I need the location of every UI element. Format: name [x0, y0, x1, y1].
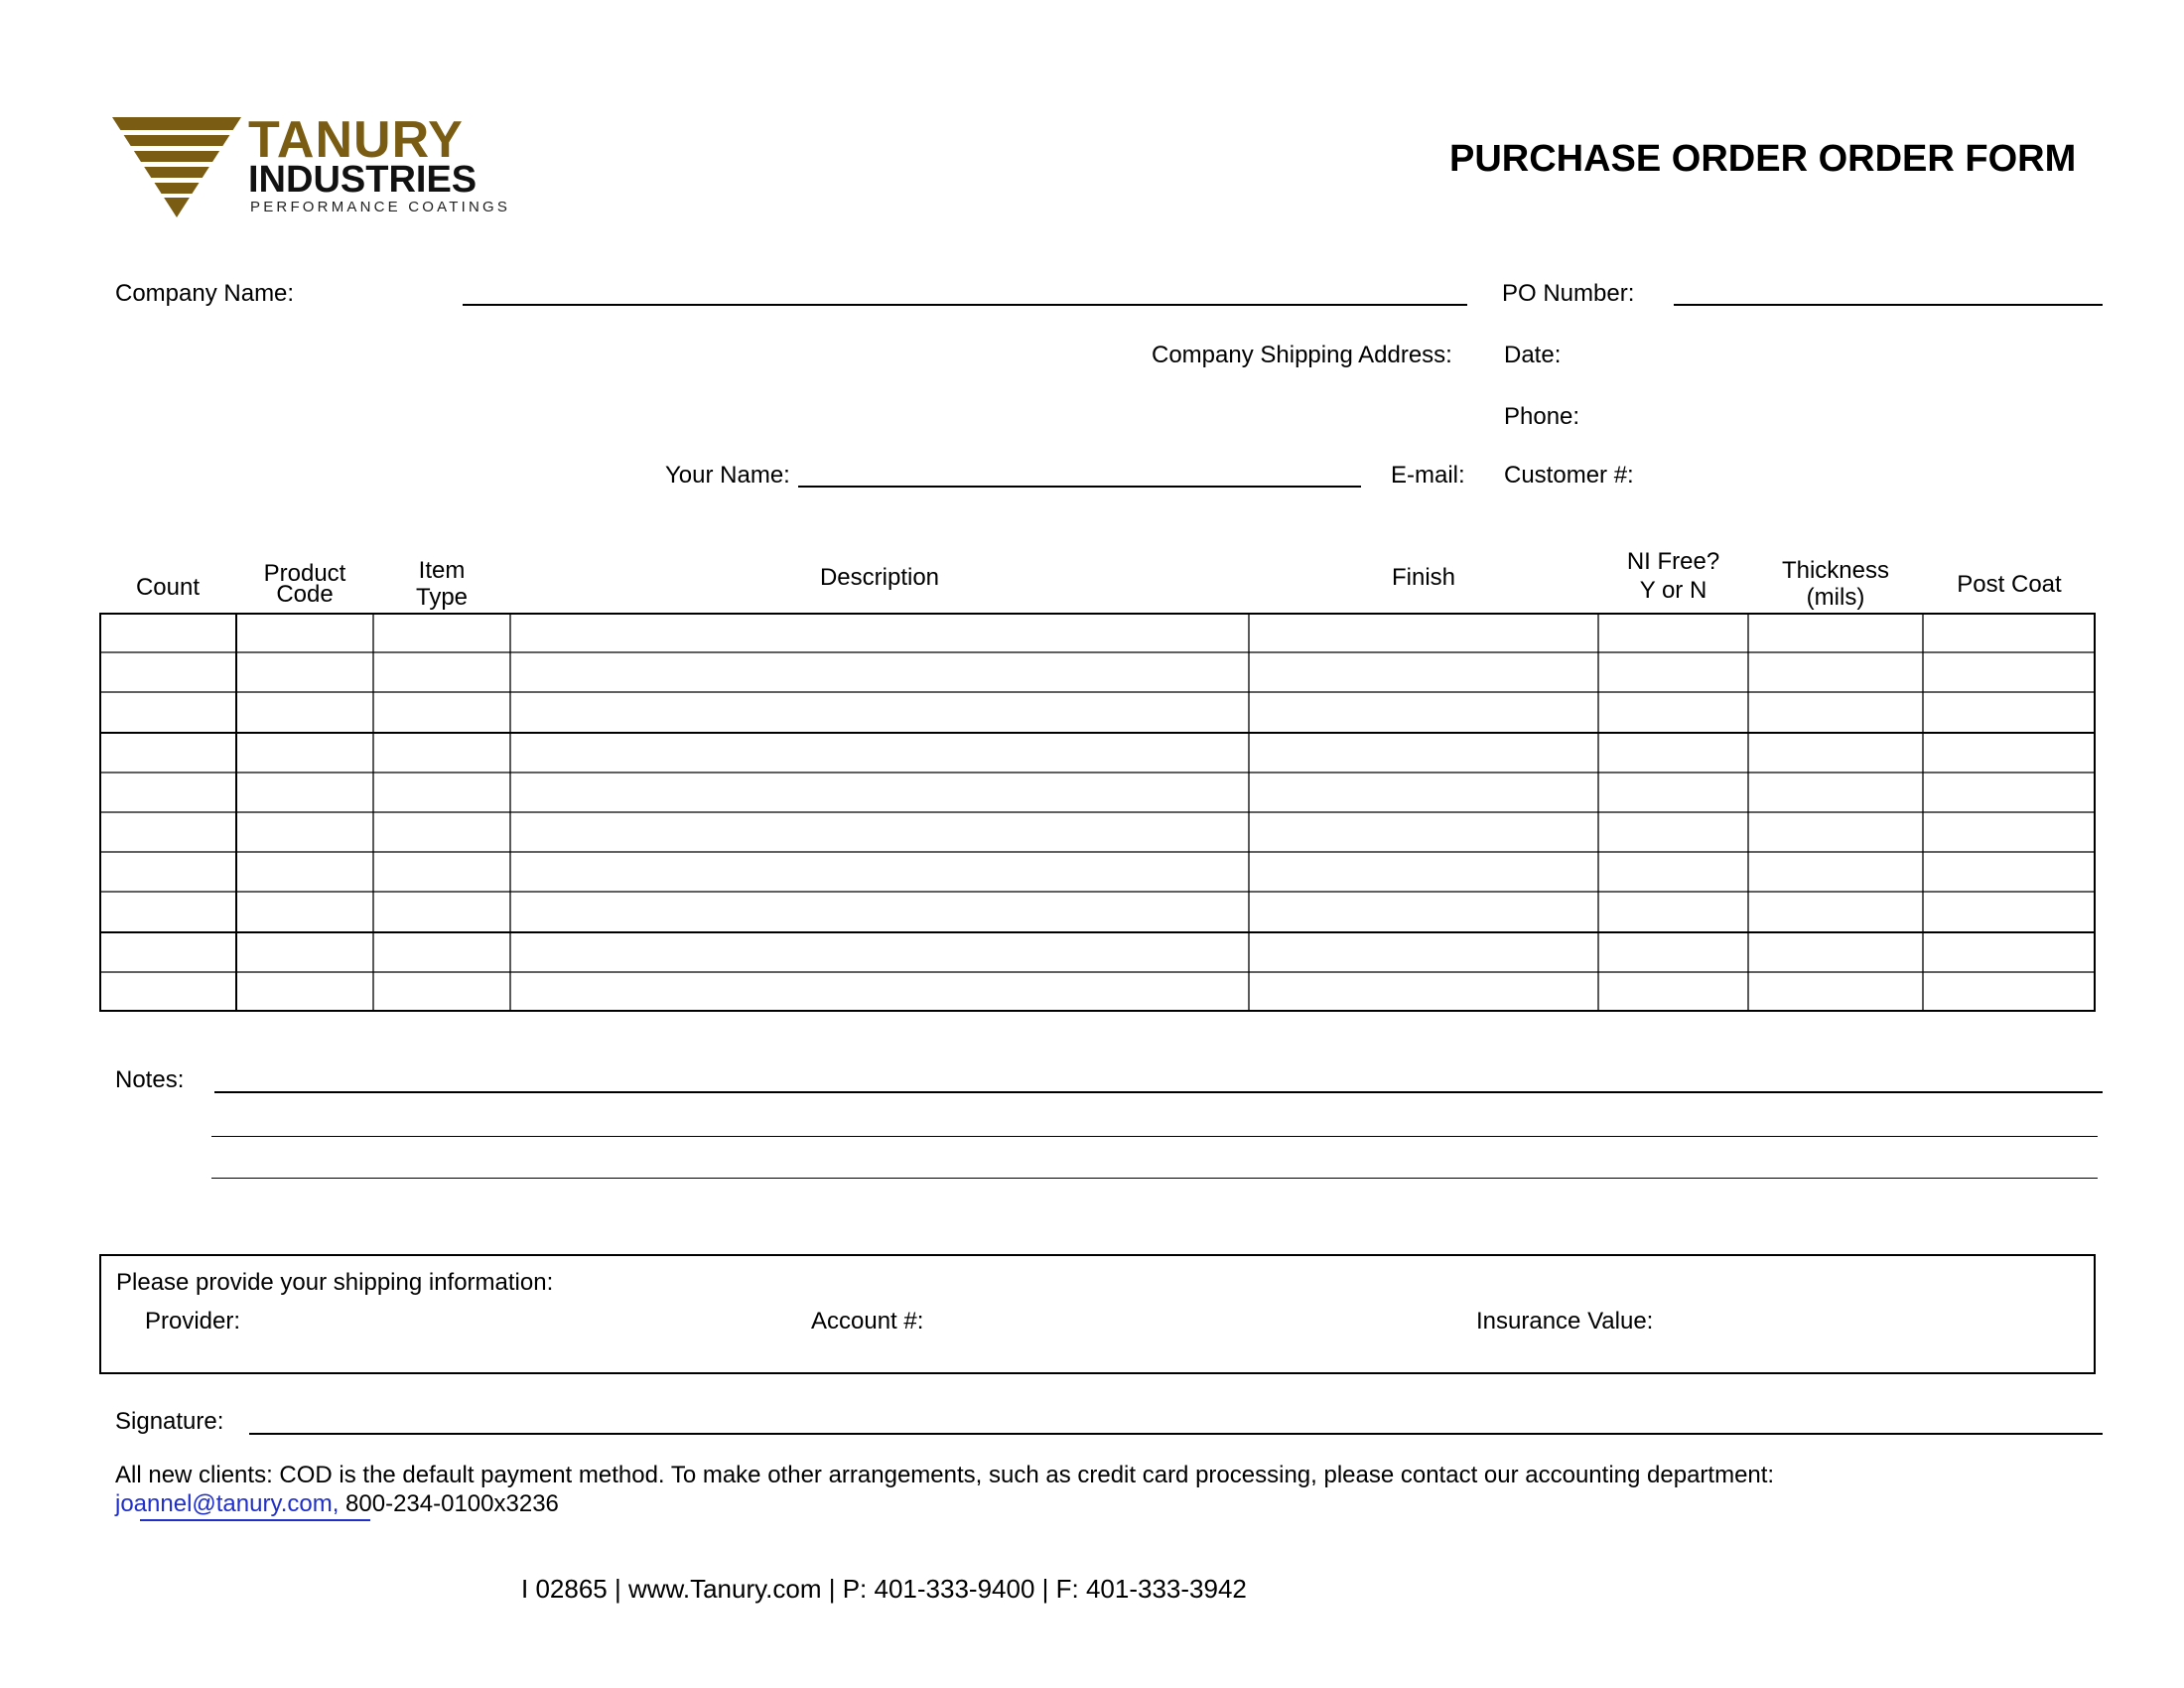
signature-field[interactable] [249, 1433, 2103, 1435]
shipping-address-label: Company Shipping Address: [1152, 342, 1452, 368]
col-header-count: Count [135, 574, 201, 601]
footer-text: I 02865 | www.Tanury.com | P: 401-333-9400 | F: 401-333-3942 [521, 1574, 1247, 1604]
table-cell[interactable] [512, 854, 1247, 890]
table-cell[interactable] [1750, 934, 1921, 970]
table-cell[interactable] [1925, 735, 2094, 771]
table-cell[interactable] [1750, 774, 1921, 810]
table-cell[interactable] [101, 934, 234, 970]
phone-label: Phone: [1504, 403, 1580, 430]
order-table [99, 613, 2096, 1012]
table-cell[interactable] [101, 654, 234, 690]
logo-tagline: PERFORMANCE COATINGS [250, 199, 511, 215]
provider-label[interactable]: Provider: [145, 1308, 241, 1335]
col-header-ni-free: NI Free? Y or N [1626, 548, 1720, 604]
table-cell[interactable] [238, 615, 371, 650]
table-cell[interactable] [1600, 615, 1746, 650]
table-cell[interactable] [375, 774, 508, 810]
shipping-heading: Please provide your shipping information: [116, 1269, 554, 1296]
company-name-field[interactable] [463, 304, 1467, 306]
po-number-label: PO Number: [1502, 280, 1635, 307]
table-cell[interactable] [1251, 774, 1596, 810]
table-cell[interactable] [512, 974, 1247, 1010]
table-cell[interactable] [1925, 854, 2094, 890]
table-cell[interactable] [101, 894, 234, 929]
table-cell[interactable] [1600, 894, 1746, 929]
table-cell[interactable] [512, 615, 1247, 650]
table-cell[interactable] [1251, 615, 1596, 650]
table-cell[interactable] [512, 934, 1247, 970]
table-cell[interactable] [1925, 894, 2094, 929]
table-cell[interactable] [512, 894, 1247, 929]
table-cell[interactable] [375, 934, 508, 970]
table-cell[interactable] [1600, 774, 1746, 810]
table-cell[interactable] [1251, 854, 1596, 890]
table-cell[interactable] [512, 735, 1247, 771]
table-cell[interactable] [1600, 974, 1746, 1010]
table-cell[interactable] [512, 774, 1247, 810]
form-title: PURCHASE ORDER ORDER FORM [1449, 138, 2077, 180]
table-cell[interactable] [1750, 814, 1921, 850]
table-cell[interactable] [238, 854, 371, 890]
table-cell[interactable] [375, 814, 508, 850]
table-cell[interactable] [1750, 894, 1921, 929]
company-name-label: Company Name: [115, 280, 295, 307]
table-cell[interactable] [375, 854, 508, 890]
table-cell[interactable] [1600, 934, 1746, 970]
logo-word-tanury: TANURY [248, 111, 464, 169]
po-number-field[interactable] [1674, 304, 2103, 306]
table-cell[interactable] [375, 894, 508, 929]
table-cell[interactable] [375, 694, 508, 730]
table-cell[interactable] [1750, 654, 1921, 690]
table-cell[interactable] [375, 654, 508, 690]
col-header-product-code: Product Code [263, 560, 346, 608]
insurance-value-label[interactable]: Insurance Value: [1476, 1308, 1654, 1335]
table-cell[interactable] [512, 654, 1247, 690]
table-cell[interactable] [238, 774, 371, 810]
signature-label: Signature: [115, 1408, 224, 1435]
table-cell[interactable] [512, 694, 1247, 730]
footer-clipped [521, 1574, 1315, 1604]
table-cell[interactable] [375, 974, 508, 1010]
table-cell[interactable] [238, 894, 371, 929]
table-cell[interactable] [238, 934, 371, 970]
table-cell[interactable] [101, 615, 234, 650]
notes-label: Notes: [115, 1066, 185, 1093]
table-cell[interactable] [512, 814, 1247, 850]
table-cell[interactable] [1251, 654, 1596, 690]
table-cell[interactable] [1251, 735, 1596, 771]
email-label: E-mail: [1391, 462, 1465, 489]
accounting-email-link[interactable]: joannel@tanury.com, [115, 1490, 340, 1517]
col-header-item-type: Item Type [415, 557, 469, 611]
table-cell[interactable] [1925, 694, 2094, 730]
table-cell[interactable] [238, 974, 371, 1010]
table-cell[interactable] [1251, 814, 1596, 850]
col-header-post-coat: Post Coat [1957, 571, 2062, 598]
table-cell[interactable] [1750, 854, 1921, 890]
company-logo [112, 111, 539, 223]
notes-line-1[interactable] [214, 1091, 2103, 1093]
table-cell[interactable] [1750, 735, 1921, 771]
table-cell[interactable] [1600, 654, 1746, 690]
col-header-description: Description [819, 564, 940, 591]
table-cell[interactable] [1750, 974, 1921, 1010]
payment-note: All new clients: COD is the default payment method. To make other arrangements, such as credit card processing, please contact our accounting department: [115, 1462, 1775, 1488]
table-cell[interactable] [1251, 934, 1596, 970]
table-cell[interactable] [1925, 615, 2094, 650]
table-cell[interactable] [1251, 694, 1596, 730]
contact-line [115, 1490, 559, 1518]
table-cell[interactable] [1925, 654, 2094, 690]
your-name-label: Your Name: [665, 462, 790, 489]
table-cell[interactable] [101, 814, 234, 850]
table-cell[interactable] [1925, 934, 2094, 970]
your-name-field[interactable] [798, 486, 1361, 488]
shipping-info-box [99, 1254, 2096, 1374]
table-cell[interactable] [375, 615, 508, 650]
table-cell[interactable] [1925, 774, 2094, 810]
col-header-thickness: Thickness (mils) [1781, 557, 1890, 611]
table-cell[interactable] [238, 694, 371, 730]
table-cell[interactable] [101, 974, 234, 1010]
table-cell[interactable] [101, 735, 234, 771]
accounting-phone: 800-234-0100x3236 [339, 1490, 559, 1517]
table-cell[interactable] [1600, 814, 1746, 850]
customer-number-label: Customer #: [1504, 462, 1634, 489]
table-cell[interactable] [238, 654, 371, 690]
notes-line-3[interactable] [211, 1178, 2098, 1179]
email-link-underline [140, 1519, 370, 1521]
table-cell[interactable] [1750, 615, 1921, 650]
logo-triangle-icon [112, 114, 241, 218]
table-cell[interactable] [1600, 735, 1746, 771]
logo-word-industries: INDUSTRIES [248, 159, 478, 201]
account-number-label[interactable]: Account #: [811, 1308, 924, 1335]
table-cell[interactable] [101, 694, 234, 730]
table-cell[interactable] [101, 774, 234, 810]
table-cell[interactable] [375, 735, 508, 771]
table-cell[interactable] [1925, 974, 2094, 1010]
table-cell[interactable] [1600, 694, 1746, 730]
col-header-finish: Finish [1391, 564, 1456, 591]
table-cell[interactable] [1925, 814, 2094, 850]
table-cell[interactable] [1600, 854, 1746, 890]
notes-line-2[interactable] [211, 1136, 2098, 1137]
table-cell[interactable] [238, 814, 371, 850]
table-cell[interactable] [1750, 694, 1921, 730]
table-cell[interactable] [238, 735, 371, 771]
table-cell[interactable] [101, 854, 234, 890]
date-label: Date: [1504, 342, 1562, 368]
table-cell[interactable] [1251, 974, 1596, 1010]
table-cell[interactable] [1251, 894, 1596, 929]
